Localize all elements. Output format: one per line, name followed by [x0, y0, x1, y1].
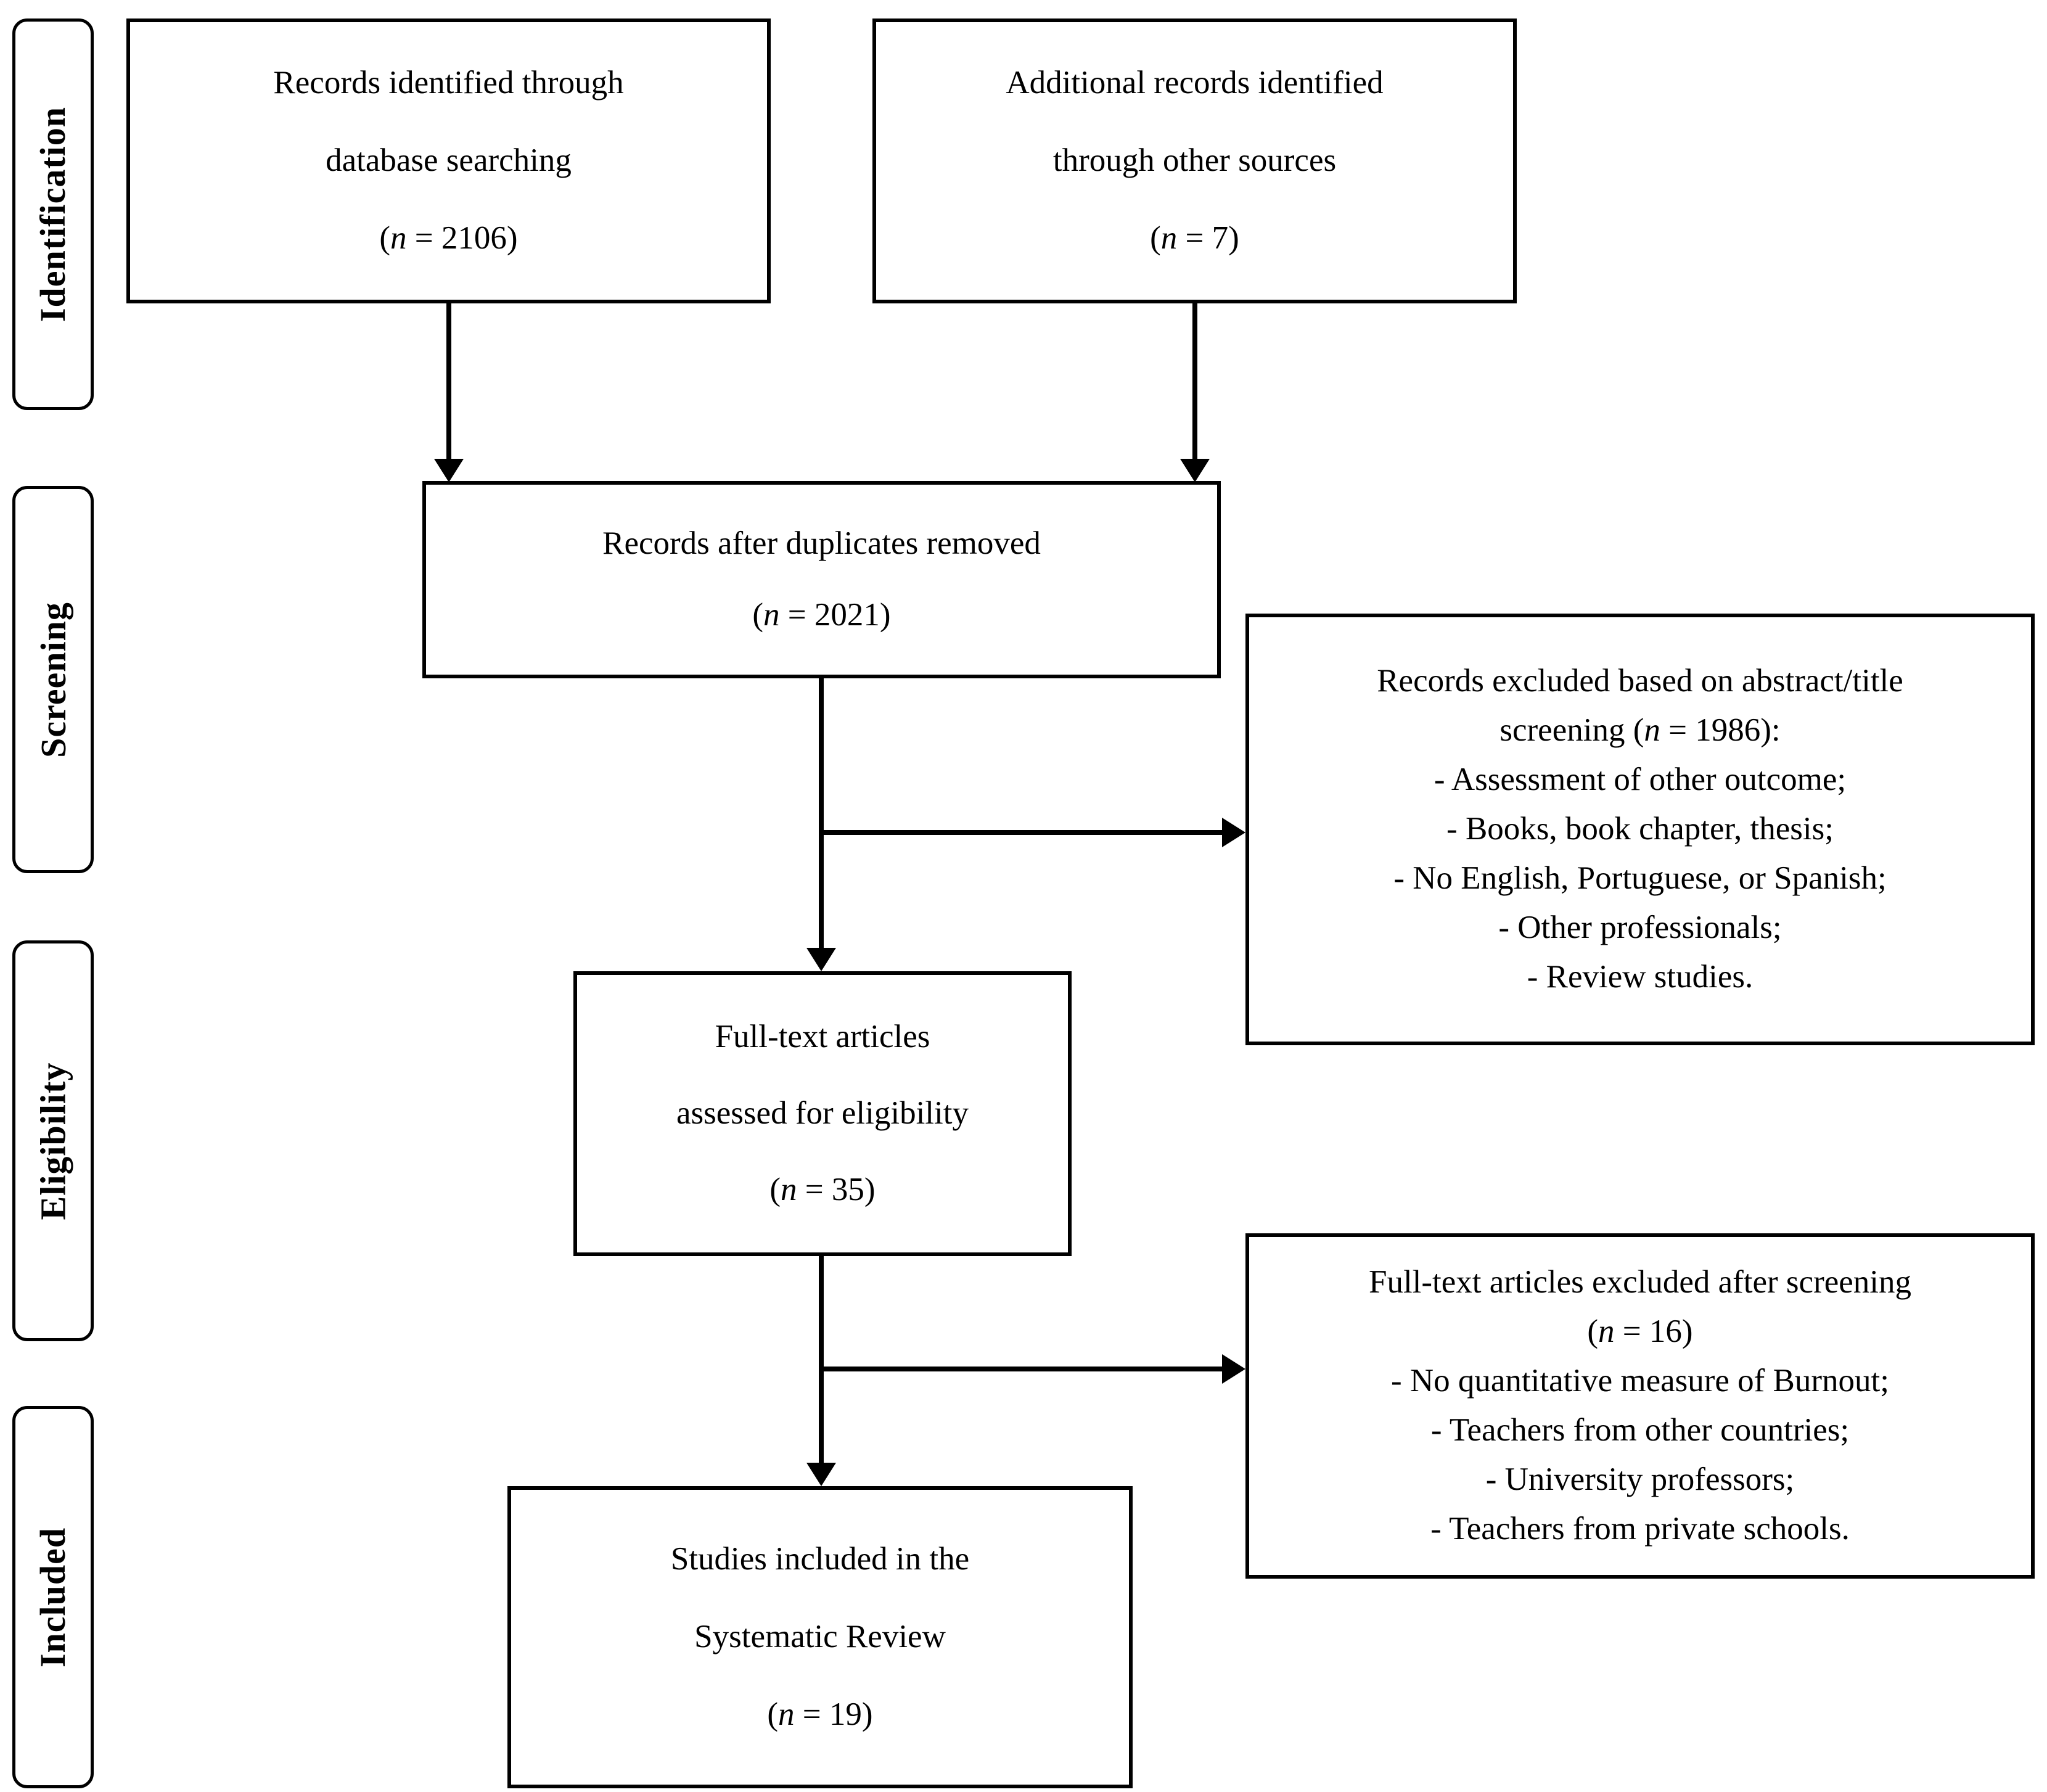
- excl1-line2-pre: screening (: [1499, 712, 1644, 749]
- count-rest: = 7): [1177, 220, 1239, 256]
- connector-branch-to-excluded-fulltext: [821, 1367, 1222, 1371]
- count-rest: = 19): [794, 1696, 873, 1732]
- count-rest: = 35): [797, 1171, 876, 1207]
- count-var: n: [781, 1171, 797, 1207]
- excl1-item: - Assessment of other outcome;: [1434, 762, 1847, 798]
- connector-db-to-duplicates: [446, 302, 451, 460]
- excl2-line2-rest: = 16): [1614, 1313, 1693, 1350]
- box-other-count: [1150, 217, 1239, 260]
- excl1-line2-rest: = 1986):: [1660, 712, 1781, 749]
- excl2-item: - University professors;: [1485, 1461, 1795, 1497]
- stage-label-screening: Screening: [33, 601, 73, 758]
- count-open: (: [379, 220, 391, 256]
- excl1-line2: [1499, 709, 1780, 752]
- connector-other-to-duplicates: [1192, 302, 1197, 460]
- count-var: n: [763, 597, 780, 633]
- box-studies-included-systematic-review: [507, 1486, 1133, 1788]
- excl2-line2: [1587, 1310, 1692, 1354]
- connector-fulltext-to-included: [819, 1256, 824, 1464]
- count-open: (: [1150, 220, 1161, 256]
- excl2-item: - No quantitative measure of Burnout;: [1390, 1363, 1890, 1399]
- arrowhead-duplicates-to-fulltext-icon: [806, 948, 836, 971]
- count-rest: = 2106): [406, 220, 518, 256]
- box-other-line1: Additional records identified: [1006, 65, 1384, 101]
- connector-duplicates-to-fulltext: [819, 678, 824, 949]
- box-included-count: [767, 1693, 872, 1737]
- box-included-line1: Studies included in the: [670, 1541, 970, 1577]
- count-var: n: [1644, 712, 1660, 749]
- arrowhead-fulltext-to-included-icon: [806, 1463, 836, 1486]
- arrowhead-branch-to-excluded-fulltext-icon: [1222, 1354, 1245, 1384]
- stage-box-identification: [12, 18, 94, 410]
- box-other-line2: through other sources: [1052, 142, 1337, 179]
- box-fulltext-excluded-after-screening: [1245, 1233, 2035, 1579]
- box-additional-records-other-sources: [872, 18, 1517, 303]
- count-rest: = 2021): [779, 597, 891, 633]
- count-var: n: [1598, 1313, 1615, 1350]
- excl1-item: - Books, book chapter, thesis;: [1446, 811, 1834, 847]
- box-fulltext-count: [769, 1169, 875, 1212]
- box-db-count: [379, 217, 517, 260]
- arrowhead-db-to-duplicates-icon: [434, 459, 464, 482]
- count-open: (: [752, 597, 764, 633]
- arrowhead-other-to-duplicates-icon: [1180, 459, 1210, 482]
- excl2-line1: Full-text articles excluded after screening: [1368, 1264, 1911, 1301]
- stage-box-screening: [12, 486, 94, 873]
- count-open: (: [769, 1171, 781, 1207]
- count-var: n: [390, 220, 407, 256]
- count-var: n: [778, 1696, 795, 1732]
- box-dup-line1: Records after duplicates removed: [602, 525, 1041, 562]
- count-open: (: [767, 1696, 779, 1732]
- stage-box-included: [12, 1406, 94, 1788]
- box-records-identified-database: [126, 18, 771, 303]
- box-records-excluded-abstract-title: [1245, 614, 2035, 1045]
- excl1-item: - Other professionals;: [1498, 909, 1782, 945]
- excl2-item: - Teachers from private schools.: [1430, 1510, 1850, 1547]
- stage-label-identification: Identification: [33, 106, 73, 323]
- excl2-item: - Teachers from other countries;: [1430, 1412, 1850, 1448]
- excl1-item: - Review studies.: [1527, 958, 1754, 995]
- excl2-line2-pre: (: [1587, 1313, 1599, 1350]
- box-db-line2: database searching: [326, 142, 572, 179]
- box-records-after-duplicates-removed: [422, 481, 1221, 678]
- box-fulltext-assessed-eligibility: [573, 971, 1072, 1256]
- excl1-line1: Records excluded based on abstract/title: [1377, 663, 1903, 699]
- box-db-line1: Records identified through: [273, 65, 624, 101]
- connector-branch-to-excluded-screening: [821, 830, 1222, 835]
- stage-label-included: Included: [33, 1527, 73, 1667]
- stage-box-eligibility: [12, 940, 94, 1341]
- box-dup-count: [752, 594, 890, 637]
- excl1-item: - No English, Portuguese, or Spanish;: [1393, 860, 1887, 896]
- arrowhead-branch-to-excluded-screening-icon: [1222, 818, 1245, 847]
- count-var: n: [1160, 220, 1178, 256]
- box-fulltext-line2: assessed for eligibility: [676, 1095, 969, 1132]
- box-fulltext-line1: Full-text articles: [715, 1019, 930, 1055]
- box-included-line2: Systematic Review: [694, 1619, 946, 1655]
- stage-label-eligibility: Eligibility: [33, 1062, 73, 1220]
